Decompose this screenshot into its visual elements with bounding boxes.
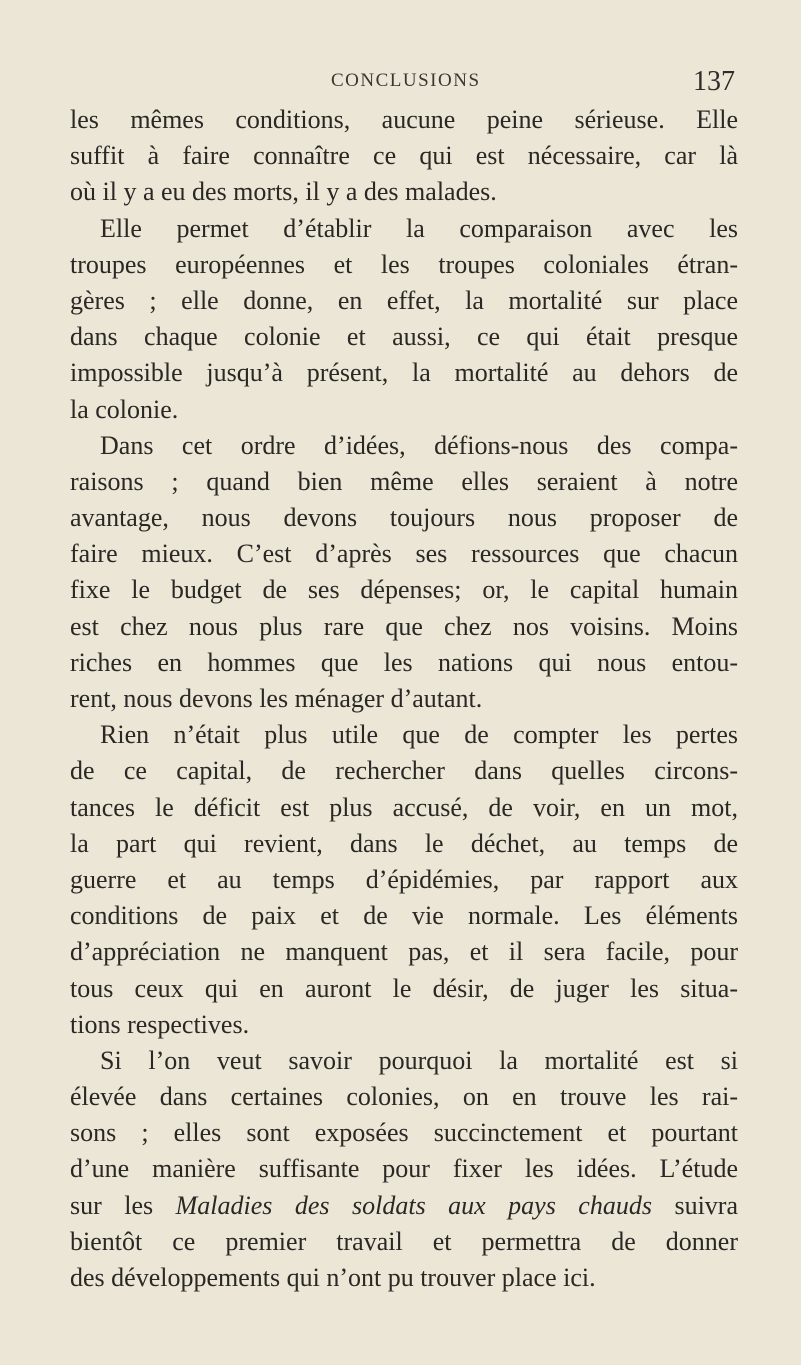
running-head [0, 66, 801, 96]
page-number: 137 [693, 66, 735, 97]
text-line: sons ; elles sont exposées succinctement et pourtant [70, 1118, 738, 1148]
text-line: où il y a eu des morts, il y a des malades. [70, 177, 497, 207]
text-line: la colonie. [70, 394, 179, 424]
text-line: impossible jusqu’à présent, la mortalité au dehors de [70, 358, 738, 388]
text-line: raisons ; quand bien même elles seraient à notre [70, 466, 738, 496]
text-line: de ce capital, de rechercher dans quelles circons- [70, 756, 738, 786]
cited-work-title: Maladies des soldats aux pays chauds [175, 1190, 652, 1220]
text-line: Rien n’était plus utile que de compter les pertes [100, 720, 738, 750]
text-line: riches en hommes que les nations qui nous entou- [70, 647, 738, 677]
text-line: rent, nous devons les ménager d’autant. [70, 684, 483, 713]
text-line: suffit à faire connaître ce qui est nécessaire, car là [70, 141, 738, 171]
text-line: tous ceux qui en auront le désir, de juger les situa- [70, 973, 738, 1003]
text-line: est chez nous plus rare que chez nos voisins. Moins [70, 611, 738, 641]
text-line: d’appréciation ne manquent pas, et il sera facile, pour [70, 937, 738, 967]
text-fragment: sur les [70, 1190, 176, 1220]
text-line: fixe le budget de ses dépenses; or, le capital humain [70, 575, 738, 605]
text-line: avantage, nous devons toujours nous proposer de [70, 503, 738, 533]
text-line-with-title [70, 1188, 738, 1224]
text-line: des développements qui n’ont pu trouver place ici. [70, 1263, 596, 1292]
text-line: dans chaque colonie et aussi, ce qui était presque [70, 322, 738, 352]
text-line: Elle permet d’établir la comparaison avec les [100, 213, 738, 243]
text-line: bientôt ce premier travail et permettra de donner [70, 1226, 738, 1256]
text-line: d’une manière suffisante pour fixer les idées. L’étude [70, 1154, 738, 1184]
running-title: CONCLUSIONS [331, 70, 481, 91]
text-line: troupes européennes et les troupes coloniales étran- [70, 249, 738, 279]
text-line: tions respectives. [70, 1009, 250, 1039]
text-line: guerre et au temps d’épidémies, par rapport aux [70, 864, 738, 894]
text-line: Dans cet ordre d’idées, défions-nous des compa- [100, 430, 738, 460]
text-line: faire mieux. C’est d’après ses ressources que chacun [70, 539, 738, 569]
text-line: tances le déficit est plus accusé, de voir, en un mot, [70, 792, 738, 822]
text-line: élevée dans certaines colonies, on en trouve les rai- [70, 1082, 738, 1112]
text-line: conditions de paix et de vie normale. Les éléments [70, 901, 738, 931]
text-line: Si l’on veut savoir pourquoi la mortalité est si [100, 1045, 738, 1075]
body-text [70, 102, 738, 1296]
text-fragment: suivra [651, 1190, 739, 1220]
text-line: la part qui revient, dans le déchet, au temps de [70, 828, 738, 858]
text-line: les mêmes conditions, aucune peine sérieuse. Elle [70, 105, 738, 134]
text-line: gères ; elle donne, en effet, la mortalité sur place [70, 285, 738, 315]
